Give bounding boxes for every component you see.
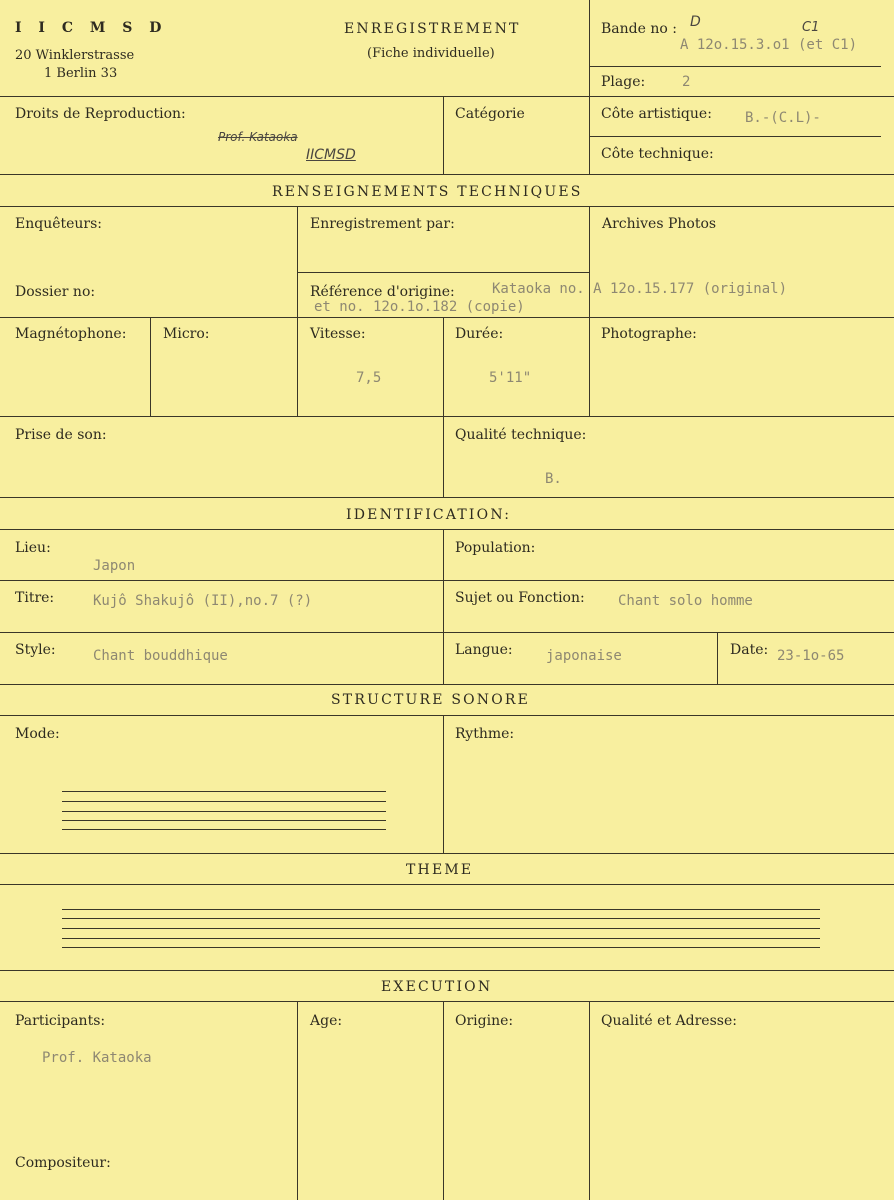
vitesse-value: 7,5: [356, 370, 382, 386]
rule: [0, 715, 894, 716]
age-label: Age:: [310, 1013, 343, 1029]
archives-photos-label: Archives Photos: [602, 216, 717, 232]
magnetophone-label: Magnétophone:: [15, 326, 127, 342]
staff-line: [62, 829, 386, 830]
reference-value-1: Kataoka no. A 12o.15.177 (original): [492, 281, 788, 297]
bande-handwritten: D: [690, 14, 701, 30]
bande-value: A 12o.15.3.o1 (et C1): [680, 37, 858, 53]
origine-label: Origine:: [455, 1013, 514, 1029]
cote-artistique-label: Côte artistique:: [601, 106, 712, 122]
mode-label: Mode:: [15, 726, 60, 742]
langue-label: Langue:: [455, 642, 513, 658]
reference-label: Référence d'origine:: [310, 284, 455, 300]
rule: [0, 632, 894, 633]
staff-line: [62, 947, 820, 948]
bande-label: Bande no :: [601, 21, 677, 37]
titre-label: Titre:: [15, 590, 55, 606]
section-title-theme: THEME: [406, 862, 474, 878]
lieu-value: Japon: [93, 558, 136, 574]
droits-handwritten: IICMSD: [306, 147, 356, 163]
rule: [0, 206, 894, 207]
staff-line: [62, 928, 820, 929]
rule: [443, 317, 444, 416]
org-logo: I I C M S D: [15, 20, 168, 36]
rule: [0, 96, 894, 97]
staff-line: [62, 909, 820, 910]
rule: [443, 715, 444, 853]
date-label: Date:: [730, 642, 769, 658]
section-title-identification: IDENTIFICATION:: [346, 507, 512, 523]
rule: [589, 1001, 590, 1200]
photographe-label: Photographe:: [601, 326, 697, 342]
org-street: 20 Winklerstrasse: [15, 48, 135, 63]
rule: [0, 580, 894, 581]
date-value: 23-1o-65: [777, 648, 845, 664]
droits-label: Droits de Reproduction:: [15, 106, 186, 122]
rule: [0, 497, 894, 498]
participants-value: Prof. Kataoka: [42, 1050, 152, 1066]
micro-label: Micro:: [163, 326, 210, 342]
reference-value-2: et no. 12o.1o.182 (copie): [314, 299, 525, 315]
staff-line: [62, 811, 386, 812]
section-title-technical: RENSEIGNEMENTS TECHNIQUES: [272, 184, 583, 200]
rule: [297, 206, 298, 416]
cote-artistique-value: B.-(C.L)-: [745, 110, 821, 126]
rule: [0, 416, 894, 417]
droits-handwritten-struck: Prof. Kataoka: [218, 130, 298, 144]
section-title-structure: STRUCTURE SONORE: [331, 692, 531, 708]
rule: [0, 970, 894, 971]
rule: [443, 416, 444, 497]
plage-label: Plage:: [601, 74, 646, 90]
rule: [0, 174, 894, 175]
rythme-label: Rythme:: [455, 726, 515, 742]
participants-label: Participants:: [15, 1013, 106, 1029]
cote-technique-label: Côte technique:: [601, 146, 714, 162]
rule: [0, 853, 894, 854]
qualite-technique-value: B.: [545, 471, 562, 487]
rule: [297, 1001, 298, 1200]
rule: [0, 317, 894, 318]
rule: [297, 272, 589, 273]
rule: [589, 206, 590, 416]
rule: [589, 0, 590, 174]
bande-handwritten-extra: C1: [802, 20, 820, 35]
style-label: Style:: [15, 642, 56, 658]
plage-value: 2: [682, 74, 691, 90]
staff-line: [62, 801, 386, 802]
staff-line: [62, 791, 386, 792]
sujet-value: Chant solo homme: [618, 593, 753, 609]
style-value: Chant bouddhique: [93, 648, 228, 664]
enregistrement-par-label: Enregistrement par:: [310, 216, 455, 232]
staff-line: [62, 918, 820, 919]
staff-line: [62, 820, 386, 821]
rule: [443, 529, 444, 684]
form-title: ENREGISTREMENT: [344, 21, 521, 37]
qualite-technique-label: Qualité technique:: [455, 427, 587, 443]
rule: [150, 317, 151, 416]
form-subtitle: (Fiche individuelle): [367, 46, 495, 61]
rule: [0, 529, 894, 530]
rule: [443, 96, 444, 174]
rule: [0, 684, 894, 685]
compositeur-label: Compositeur:: [15, 1155, 111, 1171]
rule: [0, 884, 894, 885]
categorie-label: Catégorie: [455, 106, 525, 122]
duree-label: Durée:: [455, 326, 504, 342]
rule: [589, 66, 881, 67]
prise-de-son-label: Prise de son:: [15, 427, 107, 443]
rule: [443, 1001, 444, 1200]
rule: [717, 632, 718, 684]
langue-value: japonaise: [546, 648, 622, 664]
vitesse-label: Vitesse:: [310, 326, 366, 342]
rule: [589, 136, 881, 137]
population-label: Population:: [455, 540, 536, 556]
enqueteurs-label: Enquêteurs:: [15, 216, 103, 232]
qualite-adresse-label: Qualité et Adresse:: [601, 1013, 737, 1029]
section-title-execution: EXECUTION: [381, 979, 493, 995]
org-city: 1 Berlin 33: [44, 66, 118, 81]
titre-value: Kujô Shakujô (II),no.7 (?): [93, 593, 313, 609]
sujet-label: Sujet ou Fonction:: [455, 590, 585, 606]
lieu-label: Lieu:: [15, 540, 51, 556]
duree-value: 5'11": [489, 370, 532, 386]
dossier-label: Dossier no:: [15, 284, 96, 300]
staff-line: [62, 938, 820, 939]
rule: [0, 1001, 894, 1002]
